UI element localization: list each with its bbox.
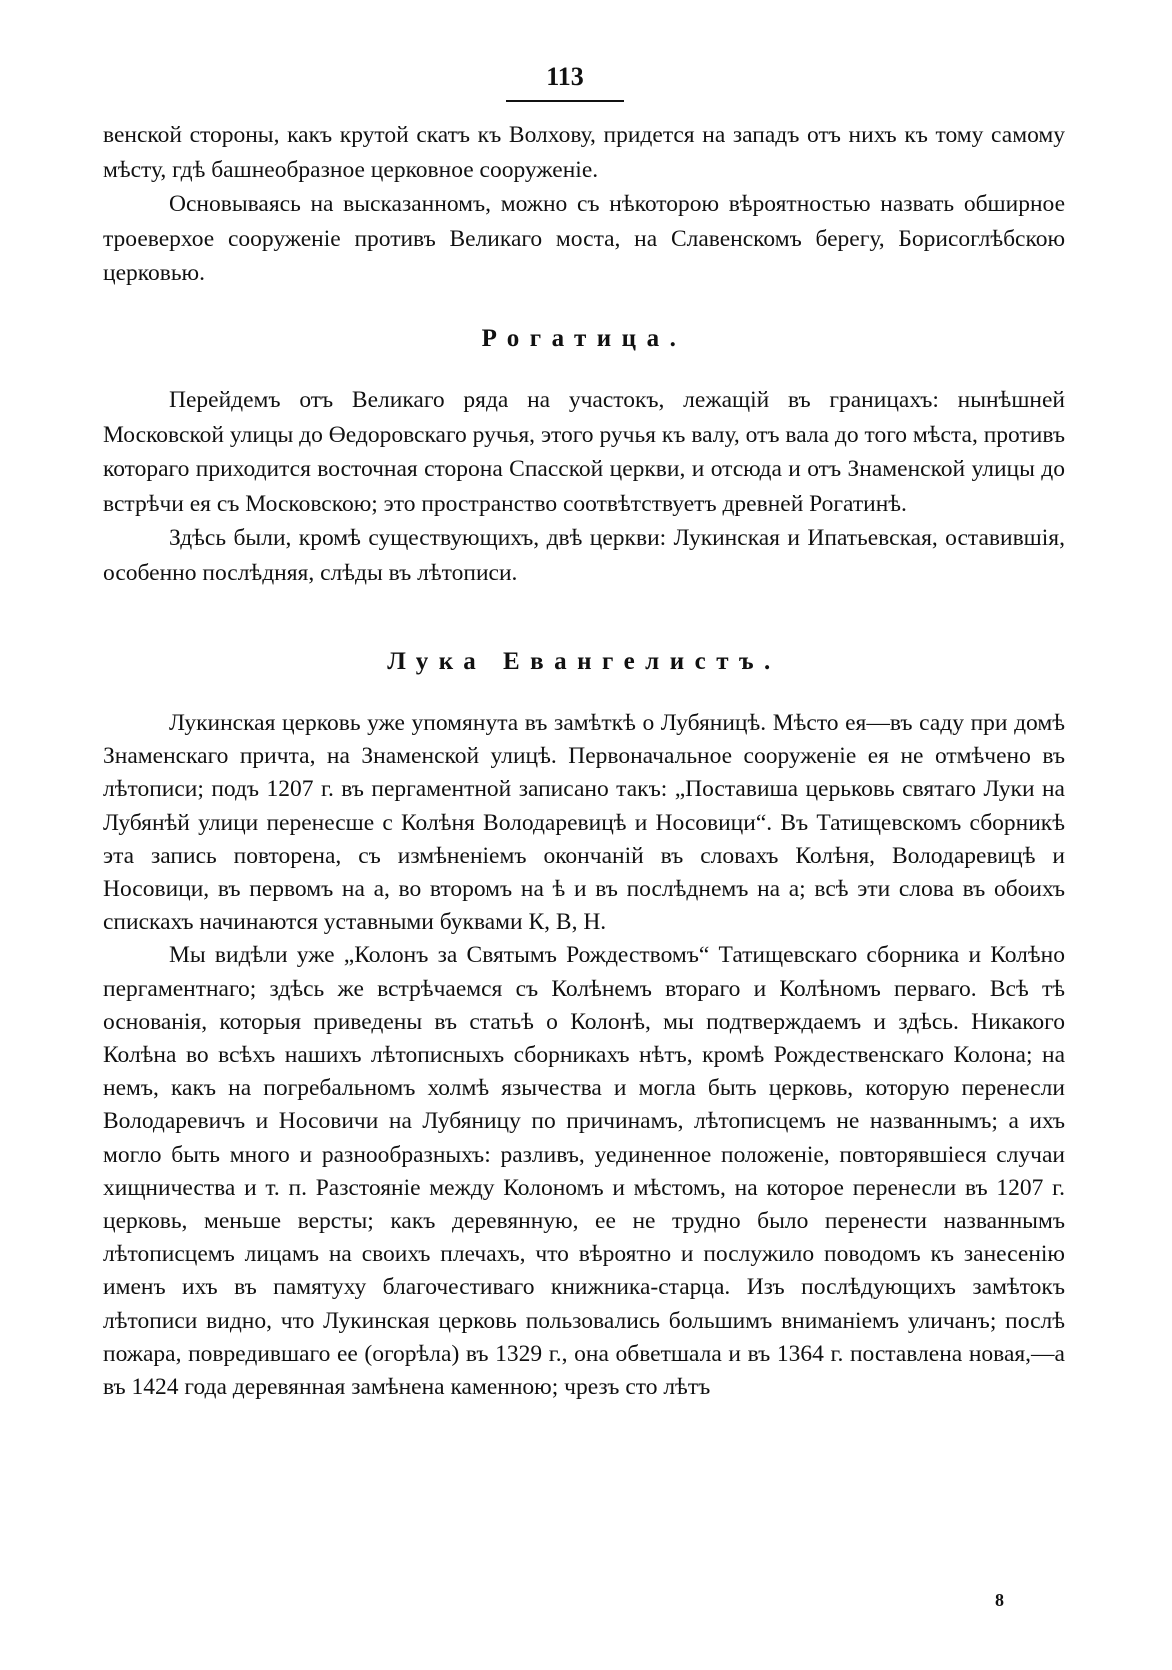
rogatica-text-block	[103, 383, 1065, 590]
signature-mark: 8	[995, 1590, 1004, 1610]
page-number-rule	[506, 100, 624, 102]
paragraph: Мы видѣли уже „Колонъ за Святымъ Рождествомъ“ Татищевскаго сборника и Колѣно пергаментнаго; здѣсь же встрѣчаемся съ Колѣнемъ втораго и Колѣномъ перваго. Всѣ тѣ основанія, которыя приведены въ статьѣ о Колонѣ, мы подтверждаемъ и здѣсь. Никакого Колѣна во всѣхъ нашихъ лѣтописныхъ сборникахъ нѣтъ, кромѣ Рождественскаго Колона; на немъ, какъ на погребальномъ холмѣ язычества и могла быть церковь, которую перенесли Володаревичъ и Носовичи на Лубяницу по причинамъ, лѣтописцемъ не названнымъ; а ихъ могло быть много и разнообразныхъ: разливъ, уединенное положеніе, повторявшіеся случаи хищничества и т. п. Разстояніе между Колономъ и мѣстомъ, на которое перенесли въ 1207 г. церковь, меньше версты; какъ деревянную, ее не трудно было перенести названнымъ лѣтописцемъ лицамъ на своихъ плечахъ, что вѣроятно и послужило поводомъ къ занесенію именъ ихъ въ памятуху благочестиваго книжника-старца. Изъ послѣдующихъ замѣтокъ лѣтописи видно, что Лукинская церковь пользовались большимъ вниманіемъ уличанъ; послѣ пожара, повредившаго ее (огорѣла) въ 1329 г., она обветшала и въ 1364 г. поставлена новая,—а въ 1424 года деревянная замѣнена каменною; чрезъ сто лѣтъ	[103, 942, 1065, 1401]
top-text-block	[103, 118, 1065, 291]
section-heading-luka: Лука Евангелистъ.	[387, 648, 781, 675]
luka-text-block	[103, 707, 1065, 1404]
paragraph: Перейдемъ отъ Великаго ряда на участокъ, лежащій въ границахъ: нынѣшней Московской улицы до Өедоровскаго ручья, этого ручья къ валу, отъ вала до того мѣста, противъ котораго приходится восточная сторона Спасской церкви, и отсюда и отъ Знаменской улицы до встрѣчи ея съ Московскою; это пространство соотвѣтствуетъ древней Рогатинѣ.	[103, 387, 1065, 517]
section-heading-rogatica: Рогатица.	[481, 325, 687, 352]
paragraph: Основываясь на высказанномъ, можно съ нѣкоторою вѣроятностью назвать обширное троеверхое сооруженіе противъ Великаго моста, на Славенскомъ берегу, Борисоглѣбскою церковью.	[103, 191, 1065, 286]
paragraph: Здѣсь были, кромѣ существующихъ, двѣ церкви: Лукинская и Ипатьевская, оставившія, особенно послѣдняя, слѣды въ лѣтописи.	[103, 525, 1065, 586]
page-number: 113	[546, 62, 584, 91]
paragraph-continued: венской стороны, какъ крутой скатъ къ Волхову, придется на западъ отъ нихъ къ тому самому мѣсту, гдѣ башнеобразное церковное сооруженіе.	[103, 122, 1065, 183]
paragraph: Лукинская церковь уже упомянута въ замѣткѣ о Лубяницѣ. Мѣсто ея—въ саду при домѣ Знаменскаго причта, на Знаменской улицѣ. Первоначальное сооруженіе ея не отмѣчено въ лѣтописи; подъ 1207 г. въ пергаментной записано такъ: „Поставиша церьковь святаго Луки на Лубянѣй улици перенесше с Колѣня Володаревицѣ и Носовици“. Въ Татищевскомъ сборникѣ эта запись повторена, съ измѣненіемъ окончаній въ словахъ Колѣня, Володаревицѣ и Носовици, въ первомъ на а, во второмъ на ѣ и въ послѣднемъ на а; всѣ эти слова въ обоихъ спискахъ начинаются уставными буквами К, В, Н.	[103, 710, 1065, 936]
